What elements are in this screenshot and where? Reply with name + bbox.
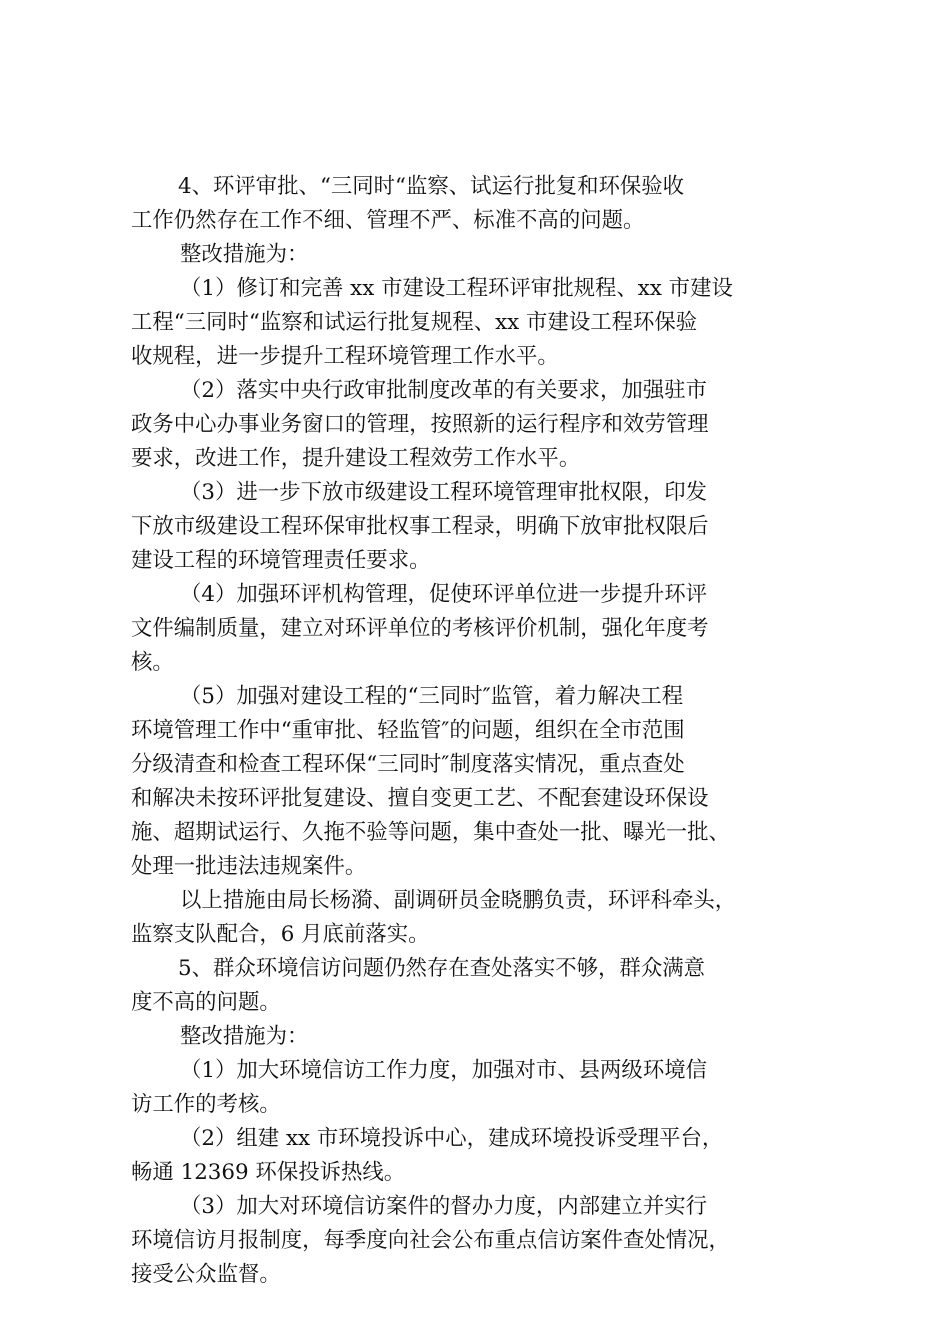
text-line: 整改措施为： [180,242,309,267]
text-line: 和解决未按环评批复建设、擅自变更工艺、不配套建设环保设 [131,786,709,811]
text-line: 度不高的问题。 [131,990,281,1015]
text-line: 分级清查和检查工程环保“三同时″制度落实情况，重点查处 [131,752,685,777]
text-line: 文件编制质量，建立对环评单位的考核评价机制，强化年度考 [131,616,709,641]
text-line: 建设工程的环境管理责任要求。 [131,548,431,573]
text-line: （2）落实中央行政审批制度改革的有关要求，加强驻市 [180,378,707,403]
text-line: 环境信访月报制度，每季度向社会公布重点信访案件查处情况， [131,1228,730,1253]
text-line: 访工作的考核。 [131,1092,281,1117]
text-line: （1）加大环境信访工作力度，加强对市、县两级环境信 [180,1058,707,1083]
text-line: （3）加大对环境信访案件的督办力度，内部建立并实行 [180,1194,707,1219]
text-line: 畅通 12369 环保投诉热线。 [131,1160,406,1185]
text-line: 环境管理工作中“重审批、轻监管″的问题，组织在全市范围 [131,718,685,743]
text-line: 下放市级建设工程环保审批权事工程录，明确下放审批权限后 [131,514,709,539]
text-line: 核。 [131,650,174,675]
text-line: （5）加强对建设工程的“三同时″监管，着力解决工程 [180,684,684,709]
text-line: （2）组建 xx 市环境投诉中心，建成环境投诉受理平台， [180,1126,724,1151]
text-line: 5、群众环境信访问题仍然存在查处落实不够，群众满意 [178,956,705,981]
text-line: 收规程，进一步提升工程环境管理工作水平。 [131,344,559,369]
text-line: 工作仍然存在工作不细、管理不严、标准不高的问题。 [131,208,645,233]
text-line: 政务中心办事业务窗口的管理，按照新的运行程序和效劳管理 [131,412,709,437]
text-line: 接受公众监督。 [131,1262,281,1287]
text-line: 施、超期试运行、久拖不验等问题，集中查处一批、曝光一批、 [131,820,730,845]
text-line: （4）加强环评机构管理，促使环评单位进一步提升环评 [180,582,707,607]
text-line: （1）修订和完善 xx 市建设工程环评审批规程、xx 市建设 [180,276,733,301]
text-line: 整改措施为： [180,1024,309,1049]
text-line: 处理一批违法违规案件。 [131,854,367,879]
text-line: 4、环评审批、“三同时“监察、试运行批复和环保验收 [178,174,685,199]
text-line: 要求，改进工作，提升建设工程效劳工作水平。 [131,446,581,471]
text-line: （3）进一步下放市级建设工程环境管理审批权限，印发 [180,480,707,505]
text-line: 监察支队配合，6 月底前落实。 [131,922,430,947]
text-line: 以上措施由局长杨漪、副调研员金晓鹏负责，环评科牵头， [180,888,737,913]
text-line: 工程“三同时“监察和试运行批复规程、xx 市建设工程环保验 [131,310,698,335]
